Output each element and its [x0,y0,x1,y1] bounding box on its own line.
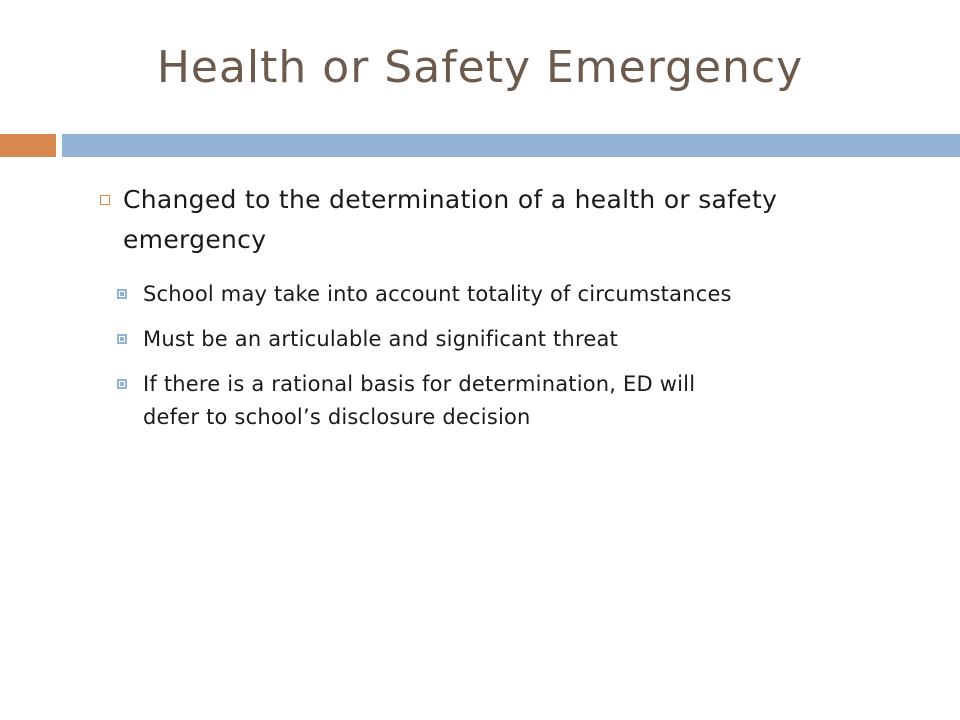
nested-square-bullet-icon [117,289,127,299]
sub-bullet-item [117,323,920,356]
slide-content [100,180,920,446]
main-bullet [100,180,920,260]
sub-bullet-line1: If there is a rational basis for determination, ED will [143,372,696,396]
sub-bullet-list [100,278,920,434]
main-bullet-line2: emergency [123,225,267,254]
sub-bullet-line1: Must be an articulable and significant threat [143,327,618,351]
hollow-square-bullet-icon [100,195,110,205]
main-bullet-text [110,180,920,260]
nested-square-bullet-icon [117,334,127,344]
sub-bullet-item [117,368,920,434]
sub-bullet-item [117,278,920,311]
sub-bullet-line1: School may take into account totality of circumstances [143,282,732,306]
main-bullet-line1: Changed to the determination of a health or safety [123,185,778,214]
sub-bullet-line2: defer to school’s disclosure decision [143,405,531,429]
slide-title: Health or Safety Emergency [156,42,804,93]
accent-bar-blue [62,134,960,157]
nested-square-bullet-icon [117,379,127,389]
accent-bar-orange [0,134,56,157]
